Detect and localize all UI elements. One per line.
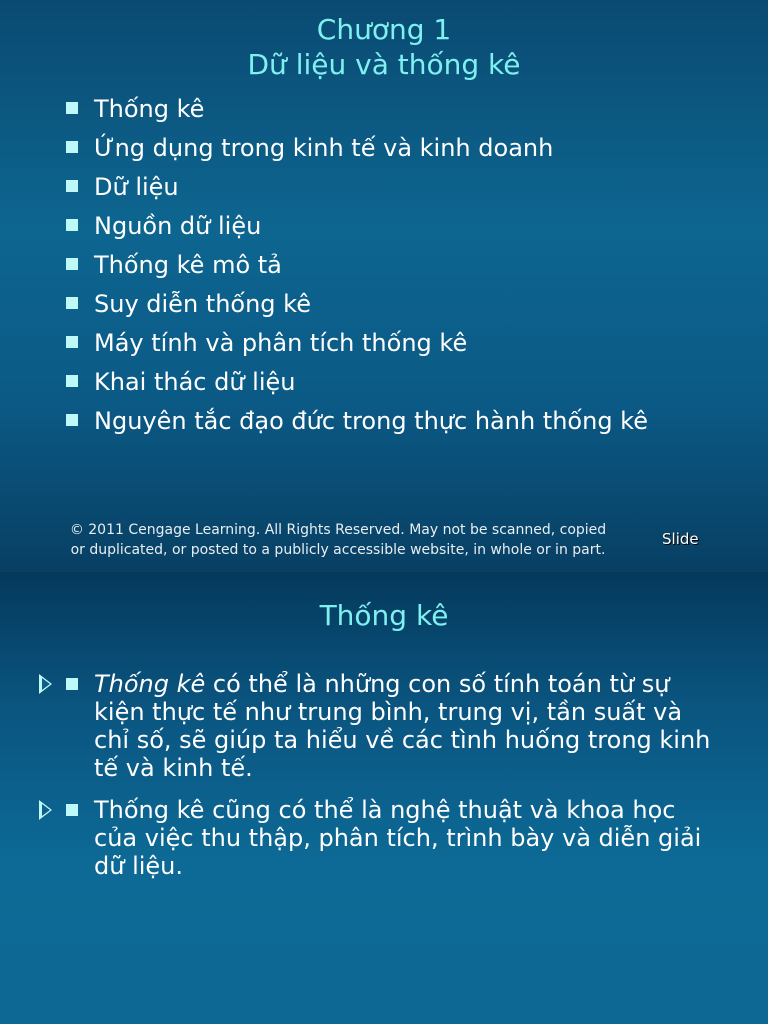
list-item [36, 796, 716, 880]
footer-line-1: © 2011 Cengage Learning. All Rights Reserved. May not be scanned, copied [69, 522, 607, 538]
definition-text: Thống kê cũng có thể là nghệ thuật và khoa học của việc thu thập, phân tích, trình bày và diễn giải dữ liệu. [94, 796, 702, 880]
list-item-text: Suy diễn thống kê [94, 290, 311, 318]
list-item [60, 134, 670, 163]
square-bullet-icon [66, 141, 78, 153]
list-item [60, 368, 670, 397]
square-bullet-icon [66, 414, 78, 426]
list-item [60, 329, 670, 358]
term-italic: Thống kê [94, 670, 206, 698]
title-line-2: Dữ liệu và thống kê [247, 48, 521, 81]
arrow-bullet-icon [39, 800, 52, 820]
square-bullet-icon [66, 180, 78, 192]
square-bullet-icon [66, 375, 78, 387]
list-item [36, 670, 716, 782]
list-item-text: Ứng dụng trong kinh tế và kinh doanh [94, 134, 554, 162]
arrow-bullet-icon [39, 674, 52, 694]
square-bullet-icon [66, 102, 78, 114]
list-item-text: Khai thác dữ liệu [94, 368, 296, 396]
list-item-text: Thống kê [94, 95, 205, 123]
list-item [60, 290, 670, 319]
definition-text: có thể là những con số tính toán từ sự kiện thực tế như trung bình, trung vị, tần suất và chỉ số, sẽ giúp ta hiểu về các tình huống trong kinh tế và kinh tế. [94, 670, 711, 782]
definition-list [36, 670, 716, 894]
list-item [60, 251, 670, 280]
slide-2-title: Thống kê [319, 599, 449, 632]
list-item [60, 407, 670, 436]
title-line-1: Chương 1 [316, 13, 452, 46]
list-item [60, 95, 670, 124]
square-bullet-icon [66, 297, 78, 309]
square-bullet-icon [66, 258, 78, 270]
slide-1-title [0, 12, 768, 82]
list-item-text: Máy tính và phân tích thống kê [94, 329, 468, 357]
list-item-text: Nguyên tắc đạo đức trong thực hành thống kê [94, 407, 648, 435]
square-bullet-icon [66, 219, 78, 231]
list-item-text: Nguồn dữ liệu [94, 212, 262, 240]
footer-line-2: or duplicated, or posted to a publicly accessible website, in whole or in part. [70, 542, 606, 558]
square-bullet-icon [66, 336, 78, 348]
list-item-text: Dữ liệu [94, 173, 179, 201]
list-item [60, 173, 670, 202]
list-item [60, 212, 670, 241]
list-item-text: Thống kê mô tả [94, 251, 282, 279]
square-bullet-icon [66, 804, 78, 816]
slide-number-label: Slide [662, 530, 699, 548]
copyright-footer [18, 520, 658, 560]
square-bullet-icon [66, 678, 78, 690]
outline-list [60, 95, 670, 446]
